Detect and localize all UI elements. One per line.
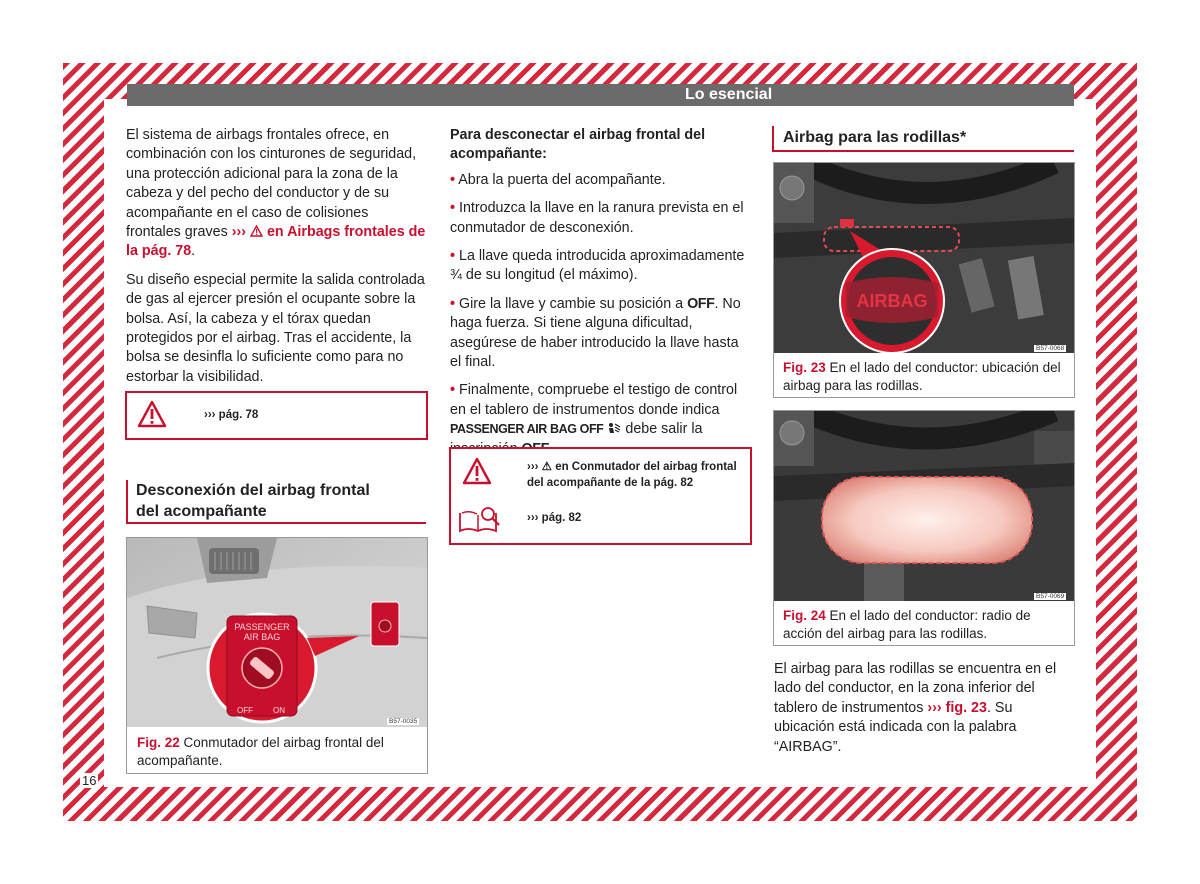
bullet-1: • Abra la puerta del acompañante. — [450, 171, 666, 188]
figure-22-caption-text: Conmutador del airbag frontal del acompañante. — [137, 735, 384, 768]
section-accent-bar — [772, 126, 774, 152]
figure-22-image — [127, 538, 427, 727]
switch-label-1: PASSENGER — [234, 622, 290, 632]
knee-airbag-text-a: El airbag para las rodillas se encuentra en el lado del conductor, en la zona inferior del tablero de instrumentos — [774, 661, 1057, 716]
bullet-1-text: Abra la puerta del acompañante. — [458, 171, 666, 188]
bullet-4-text-a: Gire la llave y cambie su posición a — [459, 295, 688, 312]
bullet-3: • La llave queda introducida aproximadamente ¾ de su longitud (el máximo). — [450, 248, 745, 284]
warning-ref-link-1[interactable]: ››› ⚠ en Conmutador del airbag frontal del acompañante de la pág. 82 — [527, 461, 737, 489]
warning-box-2 — [449, 447, 752, 545]
book-magnifier-icon — [458, 505, 502, 535]
figure-24-label: Fig. 24 — [783, 608, 826, 623]
ref-arrows: ››› — [231, 224, 246, 241]
bullet-3-text: La llave queda introducida aproximadamente ¾ de su longitud (el máximo). — [450, 248, 745, 284]
section-header-title: Lo esencial — [685, 86, 773, 103]
figure-22-label: Fig. 22 — [137, 735, 180, 750]
bullet-2-text: Introduzca la llave en la ranura prevista en el conmutador de desconexión. — [450, 200, 744, 236]
bullet-5: • Finalmente, compruebe el testigo de control en el tablero de instrumentos donde indica PASSENGER AIR BAG OFF debe salir la — [450, 381, 746, 459]
warning-icon — [250, 225, 263, 237]
intro-end: . — [191, 243, 196, 260]
knee-airbag-paragraph — [774, 660, 1072, 757]
switch-on-label: ON — [273, 706, 285, 715]
figure-23-label: Fig. 23 — [783, 360, 826, 375]
warning-triangle-icon — [462, 457, 492, 485]
section-title-line-2: del acompañante — [136, 503, 267, 520]
bullet-5-text-a: Finalmente, compruebe el testigo de control en el tablero de instrumentos donde indica — [450, 382, 738, 418]
figure-24-code: B57-0069 — [1036, 593, 1065, 600]
manual-ref-link[interactable]: ››› pág. 82 — [527, 512, 582, 524]
knee-airbag-text-b: . Su ubicación está indicada con la palabra “AIRBAG”. — [774, 699, 1017, 755]
column-3-text — [774, 660, 1072, 766]
airbag-off-lamp-text: PASSENGER AIR BAG OFF — [450, 422, 604, 437]
figure-23-box — [773, 162, 1075, 398]
column-1-text — [126, 126, 426, 396]
figure-23-code: B57-0068 — [1036, 345, 1065, 352]
figure-24-box — [773, 410, 1075, 646]
intro-paragraph — [126, 126, 426, 262]
figure-22-code: B57-0035 — [389, 718, 418, 725]
figure-23-caption — [783, 359, 1068, 395]
section-header-band — [127, 84, 1074, 106]
figure-23-caption-text: En el lado del conductor: ubicación del airbag para las rodillas. — [783, 360, 1061, 393]
figure-22-box — [126, 537, 428, 774]
figure-23-link[interactable]: ››› fig. 23 — [927, 699, 987, 716]
warning-ref-link[interactable]: ››› pág. 78 — [204, 409, 259, 421]
section-accent-bar — [126, 480, 128, 524]
section-title-passenger-airbag — [136, 480, 426, 522]
ref-link-text: en Airbags frontales de la pág. 78 — [126, 224, 426, 260]
switch-off-label: OFF — [237, 706, 253, 715]
figure-24-image — [774, 411, 1074, 601]
figure-24-caption-text: En el lado del conductor: radio de acción del airbag para las rodillas. — [783, 608, 1031, 641]
airbag-lamp-icon — [607, 422, 621, 434]
warning-box-1 — [125, 391, 428, 440]
section-title-line-1: Desconexión del airbag frontal — [136, 482, 370, 499]
figure-22-caption — [137, 734, 422, 770]
switch-label-2: AIR BAG — [243, 632, 281, 642]
design-paragraph: Su diseño especial permite la salida controlada de gas al ejercer presión el ocupante sobre la bolsa. Así, la cabeza y el tórax quedan protegidos por el airbag. Tras el accidente, la bolsa se desinfla lo suficiente como para no estorbar la visibilidad. — [126, 271, 425, 385]
bullet-2: • Introduzca la llave en la ranura prevista en el conmutador de desconexión. — [450, 200, 744, 236]
bullet-5-text-b: debe salir la — [625, 421, 703, 438]
warning-triangle-icon — [137, 400, 167, 428]
section-title-knee-airbag: Airbag para las rodillas* — [783, 129, 967, 146]
airbag-label: AIRBAG — [856, 291, 928, 311]
procedure-heading: Para desconectar el airbag frontal del acompañante: — [450, 127, 706, 163]
bullet-4: • Gire la llave y cambie su posición a OFF. No haga fuerza. Si tiene alguna dificultad, asegúrese de haber introducido la llave hasta el final. — [450, 295, 741, 371]
page-number: 16 — [82, 773, 97, 788]
intro-text: El sistema de airbags frontales ofrece, en combinación con los cinturones de seguridad, una protección adicional para la zona de la cabeza y del pecho del conductor y de su acompañante en el caso de colisiones frontales graves — [126, 127, 417, 241]
bullet-4-text-b: . No haga fuerza. Si tiene alguna dificultad, asegúrese de haber introducido la llave hasta el final. — [450, 295, 741, 371]
column-2-text — [450, 126, 746, 468]
figure-24-caption — [783, 607, 1068, 643]
figure-23-image — [774, 163, 1074, 353]
section-underline — [126, 522, 426, 524]
section-underline — [772, 150, 1074, 152]
off-indicator: OFF — [687, 295, 715, 312]
